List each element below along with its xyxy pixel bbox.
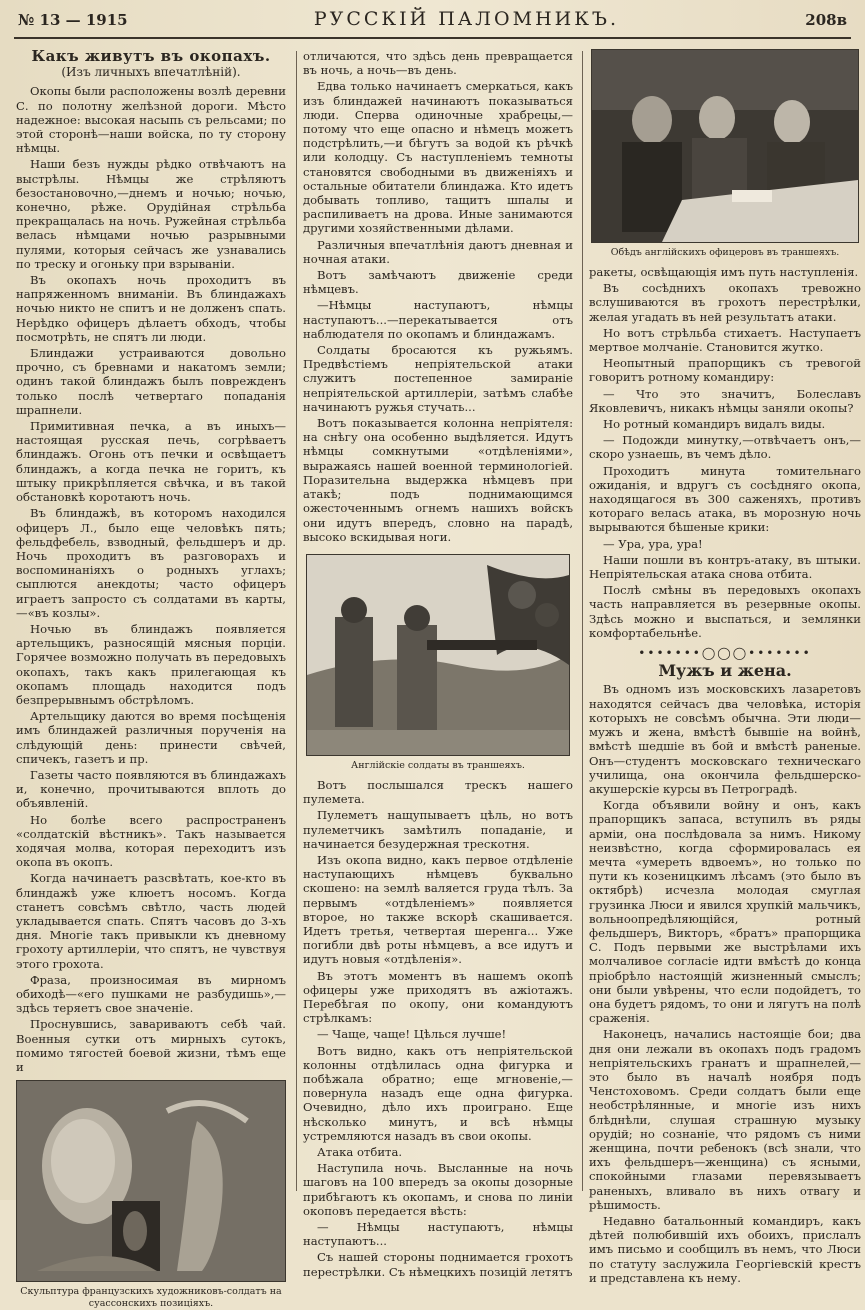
paragraph: Послѣ смѣны въ передовыхъ окопахъ часть направляется въ резервные окопы. Здѣсь можно и выспаться, и землянки комфортабельнѣе. xyxy=(589,583,861,640)
paragraph: Изъ окопа видно, какъ первое отдѣленіе наступающихъ нѣмцевъ буквально скошено: на землѣ валяется груда тѣлъ. За первымъ «отдѣленіемъ» появляется второе, но также вскорѣ скашивается. Идетъ третья, четвертая шеренга... Уже погибли двѣ роты нѣмцевъ, а все идутъ и идутъ новыя «отдѣленія». xyxy=(303,852,573,967)
paragraph: — Чаще, чаще! Цѣлься лучше! xyxy=(317,1027,507,1042)
paragraph: Когда начинаетъ разсвѣтать, кое-кто въ блиндажѣ уже клюетъ носомъ. Когда станетъ совсѣмъ свѣтло, часть людей укладывается спать. Спятъ часовъ до 3-хъ дня. Многіе такъ привыкли къ дневному грохоту артиллеріи, что спятъ, не чувствуя этого грохота. xyxy=(16,871,286,971)
publication-title: РУССКІЙ ПАЛОМНИКЪ. xyxy=(313,8,620,30)
paragraph: Съ нашей стороны поднимается грохотъ перестрѣлки. Съ нѣмецкихъ позицій летятъ xyxy=(303,1250,573,1279)
article-text xyxy=(16,84,286,1074)
article-text xyxy=(589,265,861,640)
paragraph: Наступила ночь. Высланные на ночь шаговъ на 100 впередъ за окопы дозорные прибѣгаютъ къ окопамъ, и снова по линіи окоповъ передается вѣсть: xyxy=(303,1161,573,1218)
column-divider xyxy=(582,51,583,1191)
paragraph: — Нѣмцы наступаютъ, нѣмцы наступаютъ... xyxy=(303,1220,573,1249)
paragraph: Недавно батальонный командиръ, какъ дѣтей полюбившій ихъ обоихъ, прислалъ имъ письмо и сообщилъ въ немъ, что Люси по статуту заслужила Георгіевскій крестъ и представлена къ нему. xyxy=(589,1214,861,1285)
soldiers-caption: Англійскіе солдаты въ траншеяхъ. xyxy=(351,759,525,771)
paragraph: Въ окопахъ ночь проходитъ въ напряженномъ вниманіи. Въ блиндажахъ ночью никто не спитъ и не долженъ спать. Нерѣдко офицеръ дѣлаетъ обходъ, чтобы посмотрѣть, не спятъ ли люди. xyxy=(16,273,286,344)
paragraph: Пулеметъ нащупываетъ цѣль, но вотъ пулеметчикъ замѣтилъ попаданіе, и начинается безудержная трескотня. xyxy=(303,808,573,851)
paragraph: Фраза, произносимая въ мирномъ обиходѣ—«его пушками не разбудишь»,—здѣсь теряетъ свое значеніе. xyxy=(16,972,286,1016)
officers-caption: Обѣдъ англійскихъ офицеровъ въ траншеяхъ. xyxy=(610,247,840,258)
paragraph: — Подожди минутку,—отвѣчаетъ онъ,—скоро узнаешь, въ чемъ дѣло. xyxy=(589,433,861,462)
paragraph: Блиндажи устраиваются довольно прочно, съ бревнами и накатомъ земли; одинъ такой блиндажъ былъ поврежденъ только послѣ четвертаго попаданія шрапнели. xyxy=(16,346,286,417)
paragraph: Въ блиндажѣ, въ которомъ находился офицеръ Л., было еще человѣкъ пять; фельдфебель, взводный, фельдшеръ и др. Ночь проходитъ въ разговорахъ и воспоминаніяхъ о родныхъ углахъ; сыплются анекдоты; часто офицеръ играетъ запросто съ солдатами въ карты,—«въ козлы». xyxy=(16,506,286,620)
paragraph: Вотъ замѣчаютъ движеніе среди нѣмцевъ. xyxy=(303,268,573,297)
masthead xyxy=(14,8,851,39)
issue-number: № 13 — 1915 xyxy=(18,11,128,29)
paragraph: ракеты, освѣщающія имъ путь наступленія. xyxy=(589,265,859,279)
paragraph: Но ротный командиръ видалъ виды. xyxy=(603,417,826,432)
paragraph: Различныя впечатлѣнія даютъ дневная и ночная атаки. xyxy=(303,237,573,266)
sculpture-image xyxy=(17,1081,285,1281)
paragraph: Но вотъ стрѣльба стихаетъ. Наступаетъ мертвое молчаніе. Становится жутко. xyxy=(589,325,861,355)
paragraph: Окопы были расположены возлѣ деревни С. по полотну желѣзной дороги. Мѣсто надежное: высокая насыпь съ рельсами; по этой сторонѣ—наши войска, по ту сторону нѣмцы. xyxy=(16,84,286,156)
paragraph: Наши пошли въ контръ-атаку, въ штыки. Непріятельская атака снова отбита. xyxy=(589,552,861,582)
soldiers-photo xyxy=(306,554,570,756)
paragraph: Вотъ послышался трескъ нашего пулемета. xyxy=(303,777,573,807)
paragraph: —Нѣмцы наступаютъ, нѣмцы наступаютъ...—перекатывается отъ наблюдателя по окопамъ и блиндажамъ. xyxy=(303,298,573,341)
article-title: Какъ живутъ въ окопахъ. xyxy=(31,47,271,65)
paragraph: Проходитъ минута томительнаго ожиданія, и вдругъ съ сосѣдняго окопа, находящагося въ 300 саженяхъ, противъ котораго велась атака, въ морозную ночь вырываются бѣшеные крики: xyxy=(589,463,861,535)
columns xyxy=(14,39,861,1310)
paragraph: Наконецъ, начались настоящіе бои; два дня они лежали въ окопахъ подъ градомъ непріятельскихъ гранатъ и шрапнелей,—это было въ началѣ ноября подъ Ченстоховомъ. Среди солдатъ были еще необстрѣлянные, и многіе изъ нихъ блѣднѣли, слушая страшную музыку орудій; но сознаніе, что рядомъ съ ними женщина, почти ребенокъ (всѣ знали, что ихъ фельдшеръ—женщина) съ ясными, спокойными глазами перевязываетъ раненыхъ, вливало въ нихъ отвагу и рѣшимость. xyxy=(589,1027,861,1212)
paragraph: Газеты часто появляются въ блиндажахъ и, конечно, прочитываются вплоть до объявленій. xyxy=(16,767,286,811)
sculpture-photo xyxy=(16,1080,286,1282)
paragraph: Солдаты бросаются къ ружьямъ. Предвѣстіемъ непріятельской атаки служитъ постепенное замираніе непріятельской артиллеріи, затѣмъ слабѣе начинаютъ ружья стучать... xyxy=(303,343,573,414)
paragraph: Ночью въ блиндажъ появляется артельщикъ, разносящій мясныя порціи. Горячее возможно получать въ передовыхъ окопахъ, такъ какъ прилегающая къ окопамъ площадь находится подъ безпрерывнымъ обстрѣломъ. xyxy=(16,621,286,707)
column-2 xyxy=(303,49,573,1279)
officers-photo xyxy=(591,49,859,243)
paragraph: Вотъ показывается колонна непріятеля: на снѣгу она особенно выдѣляется. Идутъ нѣмцы сомкнутыми «отдѣленіями», выражаясь нашей военной терминологіей. Поразительна выдержка нѣмцевъ при атакѣ; подъ поднимающимся ожесточеннымъ огнемъ нашихъ войскъ они идутъ впередъ, словно на парадѣ, высоко вскидывая ноги. xyxy=(303,416,573,544)
article-subtitle: (Изъ личныхъ впечатлѣній). xyxy=(61,65,241,80)
paragraph: Когда объявили войну и онъ, какъ прапорщикъ запаса, вступилъ въ ряды арміи, она послѣдовала за нимъ. Никому неизвѣстно, когда сформировалась ея мечта «умереть вдвоемъ», но только по пути къ козеницкимъ лѣсамъ (это было въ октябрѣ) исчезла молодая смуглая грузинка Люси и явился хрупкій мальчикъ, вольноопредѣляющійся, ротный фельдшеръ, Викторъ, «братъ» прапорщика С. Подъ первыми же выстрѣлами ихъ молчаливое согласіе идти вмѣстѣ до конца пріобрѣло настоящій жизненный смыслъ; они были увѣрены, что если подойдетъ, то она будетъ рядомъ, то они и лягутъ на полѣ сраженія. xyxy=(589,798,861,1026)
article2-title: Мужъ и жена. xyxy=(658,661,792,681)
paragraph: Примитивная печка, а въ иныхъ—настоящая русская печь, согрѣваетъ блиндажъ. Огонь отъ печки и освѣщаетъ блиндажъ, а когда печка не горитъ, къ штыку прикрѣпляется свѣчка, и въ такой обстановкѣ коротаютъ ночь. xyxy=(16,419,286,505)
paragraph: Вотъ видно, какъ отъ непріятельской колонны отдѣлилась одна фигурка и побѣжала обратно; еще мгновеніе,—повернула назадъ еще одна фигурка. Очевидно, дѣло ихъ проиграно. Еще нѣсколько минутъ, и всѣ нѣмцы устремляются назадъ въ свои окопы. xyxy=(303,1043,573,1143)
sculpture-caption: Скульптура французскихъ художниковъ-солдатъ на суассонскихъ позиціяхъ. xyxy=(20,1286,282,1310)
column-divider xyxy=(296,51,297,1191)
paragraph: Но болѣе всего распространенъ «солдатскій вѣстникъ». Такъ называется ходячая молва, которая переходитъ изъ окопа въ окопъ. xyxy=(16,812,286,870)
paragraph: Атака отбита. xyxy=(317,1144,403,1159)
paragraph: отличаются, что здѣсь день превращается въ ночь, а ночь—въ день. xyxy=(303,49,573,78)
paragraph: Едва только начинаетъ смеркаться, какъ изъ блиндажей начинаютъ показываться люди. Сперва одиночные храбрецы,—потому что еще опасно и нѣмецъ можетъ подстрѣлить,—и бѣгутъ за водой къ рѣчкѣ или колодцу. Съ наступленіемъ темноты становятся свободными въ движеніяхъ и остальные обитатели блиндажа. Кто идетъ добывать топливо, тащитъ шпалы и распиливаетъ на дрова. Иные занимаются другими хозяйственными дѣлами. xyxy=(303,79,573,236)
paragraph: Въ этотъ моментъ въ нашемъ окопѣ офицеры уже приходятъ въ ажіотажъ. Перебѣгая по окопу, они командуютъ стрѣлкамъ: xyxy=(303,968,573,1026)
paragraph: Въ сосѣднихъ окопахъ тревожно вслушиваются въ грохотъ перестрѣлки, желая угадать въ ней результатъ атаки. xyxy=(589,281,861,324)
officers-image xyxy=(592,50,858,242)
column-3 xyxy=(589,49,861,1285)
paragraph: Проснувшись, завариваютъ себѣ чай. Военныя сутки отъ мирныхъ сутокъ, помимо тягостей боевой жизни, тѣмъ еще и xyxy=(16,1017,286,1075)
paragraph: — Что это значитъ, Болеславъ Яковлевичъ, никакъ нѣмцы заняли окопы? xyxy=(589,386,861,415)
page-number: 208в xyxy=(805,11,847,29)
paragraph: Въ одномъ изъ московскихъ лазаретовъ находятся сейчасъ два человѣка, исторія которыхъ не совсѣмъ обычна. Эти люди—мужъ и жена, вмѣстѣ бывшіе на войнѣ, вмѣстѣ шедшіе въ бой и вмѣстѣ раненые. Онъ—студентъ московскаго техническаго училища, она окончила фельдшерско-акушерскіе курсы въ Петроградѣ. xyxy=(589,682,861,796)
paragraph: Наши безъ нужды рѣдко отвѣчаютъ на выстрѣлы. Нѣмцы же стрѣляютъ безостановочно,—днемъ и ночью; ночью, конечно, рѣже. Орудійная стрѣльба прекращалась на ночь. Ружейная стрѣльба велась нѣмцами ночью разрывными пулями, которыя сейчасъ же узнавались по треску и огоньку при взрываніи. xyxy=(16,157,286,271)
paragraph: — Ура, ура, ура! xyxy=(603,536,703,551)
article-text xyxy=(303,49,573,544)
paragraph: Артельщику даются во время посѣщенія имъ блиндажей различныя порученія на слѣдующій день: принести свѣчей, спичекъ, газетъ и пр. xyxy=(16,709,286,766)
paragraph: Неопытный прапорщикъ съ тревогой говоритъ ротному командиру: xyxy=(589,356,861,385)
ornament-divider: •••••••◯◯◯••••••• xyxy=(638,646,812,661)
article-text xyxy=(303,778,573,1279)
article2-text xyxy=(589,682,861,1285)
soldiers-image xyxy=(307,555,569,755)
column-1 xyxy=(16,47,286,1310)
